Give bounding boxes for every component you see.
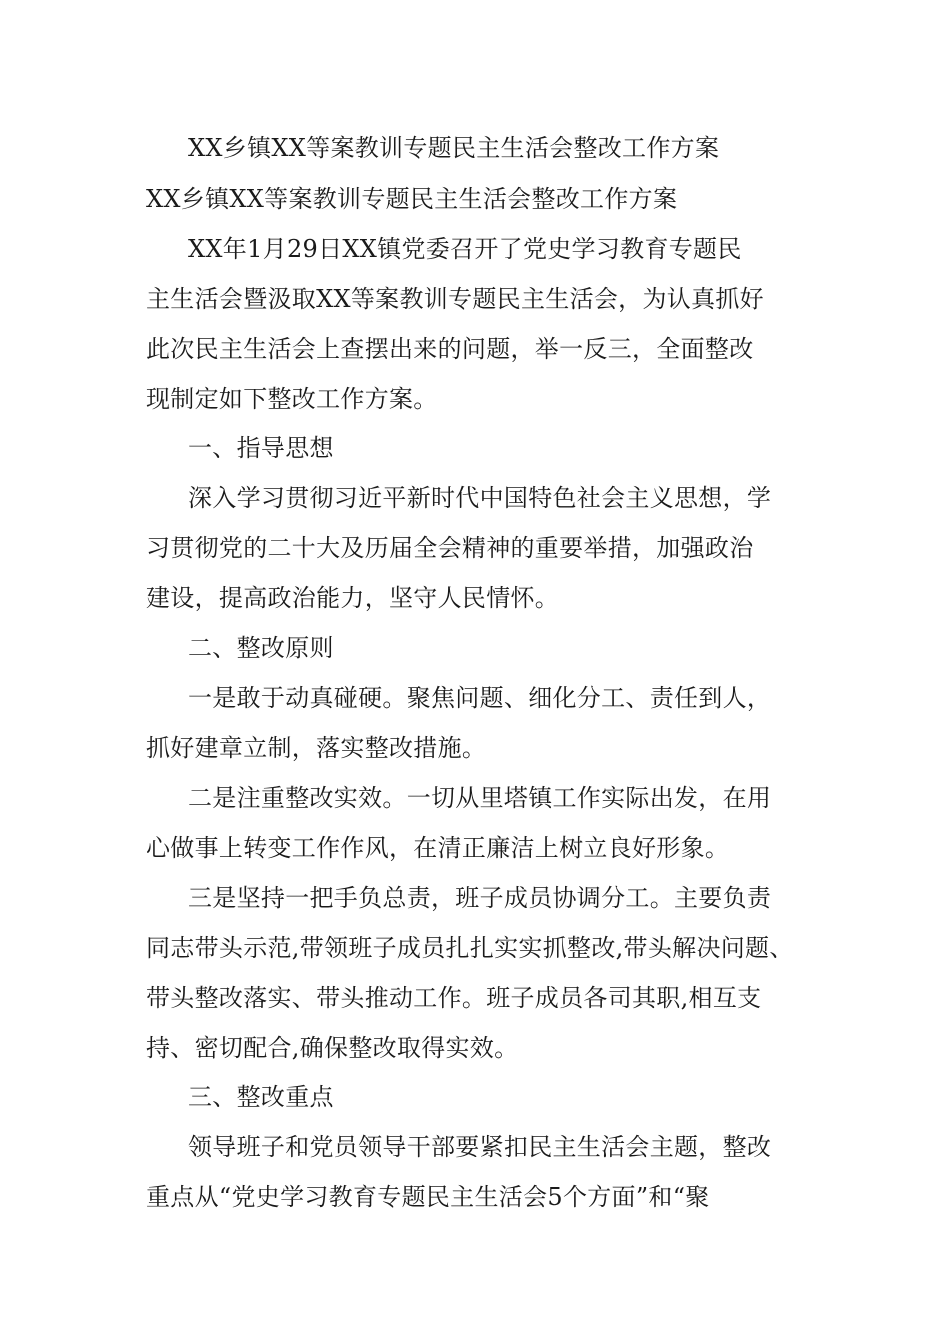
intro-line: 现制定如下整改工作方案。 xyxy=(146,385,438,413)
principle2-line: 心做事上转变工作作风，在清正廉洁上树立良好形象。 xyxy=(146,834,730,862)
section1-line: 建设，提高政治能力，坚守人民情怀。 xyxy=(146,584,560,612)
section1-line: 习贯彻党的二十大及历届全会精神的重要举措，加强政治 xyxy=(146,534,754,562)
section-heading-key-points: 三、整改重点 xyxy=(188,1083,334,1111)
principle2-line: 二是注重整改实效。一切从里塔镇工作实际出发，在用 xyxy=(188,784,772,812)
principle1-line: 抓好建章立制，落实整改措施。 xyxy=(146,734,487,762)
document-title: XX乡镇XX等案教训专题民主生活会整改工作方案 xyxy=(188,134,720,162)
principle3-line: 同志带头示范,带领班子成员扎扎实实抓整改,带头解决问题、 xyxy=(146,934,794,962)
principle1-line: 一是敢于动真碰硬。聚焦问题、细化分工、责任到人， xyxy=(188,684,772,712)
principle3-line: 持、密切配合,确保整改取得实效。 xyxy=(146,1034,519,1062)
document-subtitle: XX乡镇XX等案教训专题民主生活会整改工作方案 xyxy=(146,185,678,213)
principle3-line: 三是坚持一把手负总责，班子成员协调分工。主要负责 xyxy=(188,884,772,912)
section3-line: 领导班子和党员领导干部要紧扣民主生活会主题，整改 xyxy=(188,1133,772,1161)
principle3-line: 带头整改落实、带头推动工作。班子成员各司其职,相互支 xyxy=(146,984,762,1012)
intro-line: 主生活会暨汲取XX等案教训专题民主生活会，为认真抓好 xyxy=(146,285,764,313)
section-heading-guiding-thought: 一、指导思想 xyxy=(188,434,334,462)
section3-line: 重点从“党史学习教育专题民主生活会5个方面”和“聚 xyxy=(146,1183,710,1211)
intro-line: XX年1月29日XX镇党委召开了党史学习教育专题民 xyxy=(188,235,742,263)
section1-line: 深入学习贯彻习近平新时代中国特色社会主义思想，学 xyxy=(188,484,772,512)
intro-line: 此次民主生活会上查摆出来的问题，举一反三，全面整改 xyxy=(146,335,754,363)
section-heading-principles: 二、整改原则 xyxy=(188,634,334,662)
